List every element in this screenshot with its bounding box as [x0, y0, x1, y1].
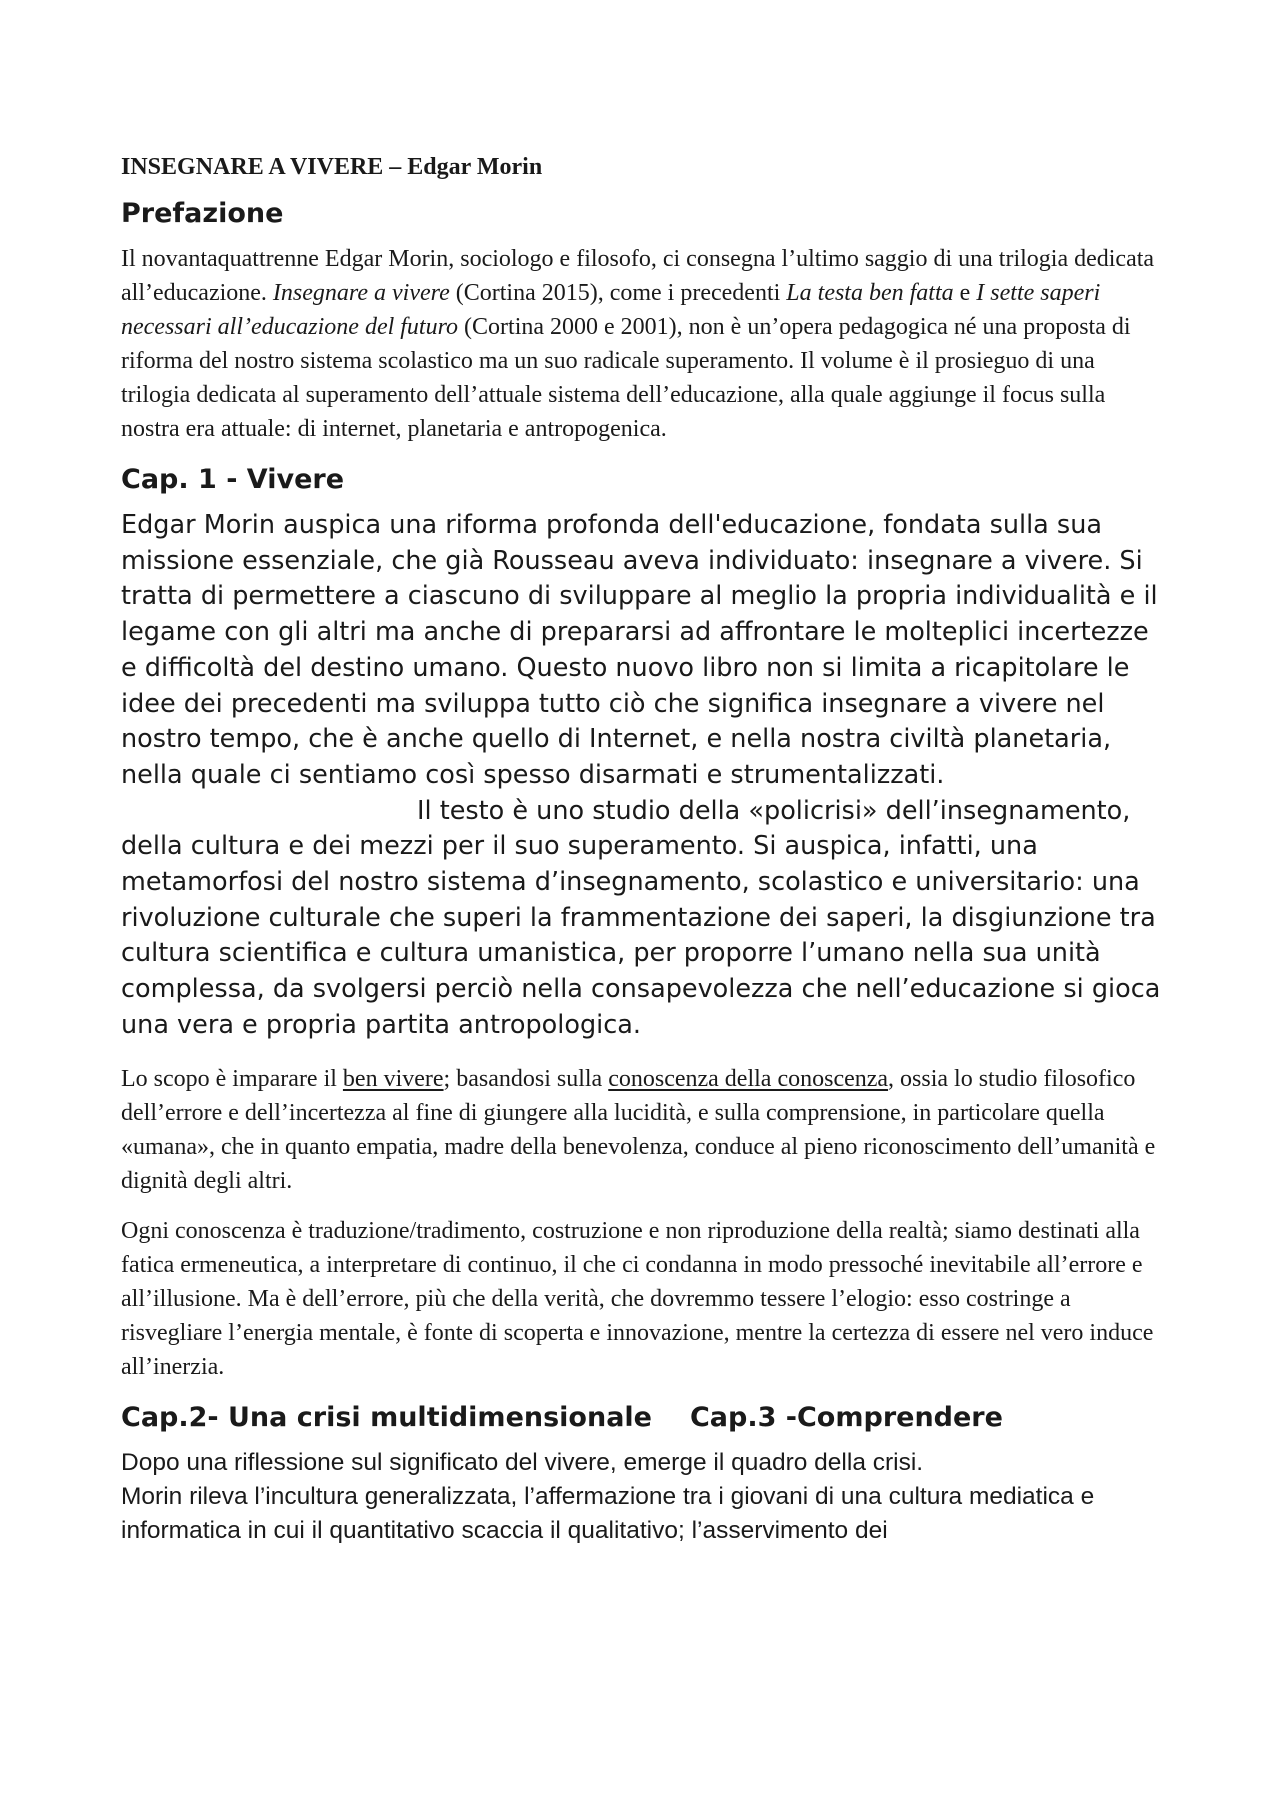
paragraph-conoscenza: Ogni conoscenza è traduzione/tradimento, costruzione e non riproduzione della realtà; siamo destinati alla fatica ermeneutica, a interpretare di continuo, il che ci condanna in modo pressoché inevitabile all’errore e all’illusione. Ma è dell’errore, più che della verità, che dovremmo tessere l’elogio: esso costringe a risvegliare l’energia mentale, è fonte di scoperta e innovazione, mentre la certezza di essere nel vero induce all’inerzia.: [121, 1217, 1154, 1380]
book-title-sette-saperi: I sette saperi necessari all’educazione del futuro: [121, 280, 1101, 340]
underlined-ben-vivere: ben vivere: [342, 1065, 444, 1092]
book-title-la-testa-ben-fatta: La testa ben fatta: [786, 280, 954, 306]
paragraph-cap2-line2: Morin rileva l’incultura generalizzata, l’affermazione tra i giovani di una cultura mediatica e informatica in cui il quantitativo scaccia il qualitativo; l’asservimento dei: [121, 1482, 1095, 1544]
heading-cap2: Cap.2- Una crisi multidimensionale: [121, 1401, 652, 1433]
underlined-conoscenza-della-conoscenza: conoscenza della conoscenza: [608, 1065, 889, 1092]
document-page: [121, 150, 1161, 1548]
paragraph-cap1-main: Edgar Morin auspica una riforma profonda dell'educazione, fondata sulla sua missione essenziale, che già Rousseau aveva individuato: insegnare a vivere. Si tratta di permettere a ciascuno di sviluppare al meglio la propria individualità e il legame con gli altri ma anche di prepararsi ad affrontare le molteplici incertezze e difficoltà del destino umano. Questo nuovo libro non si limita a ricapitolare le idee dei precedenti ma sviluppa tutto ciò che significa insegnare a vivere nel nostro tempo, che è anche quello di Internet, e nella nostra civiltà planetaria, nella quale ci sentiamo così spesso disarmati e strumentalizzati.Il testo è uno studio della «policrisi» dell’insegnamento, della cultura e dei mezzi per il suo superamento. Si auspica, infatti, una metamorfosi del nostro sistema d’insegnamento, scolastico e universitario: una rivoluzione culturale che superi la frammentazione dei saperi, la disgiunzione tra cultura scientifica e cultura umanistica, per proporre l’umano nella sua unità complessa, da svolgersi perciò nella consapevolezza che nell’educazione si gioca una vera e propria partita antropologica.: [121, 510, 1161, 1040]
heading-cap3: Cap.3 -Comprendere: [689, 1401, 1003, 1433]
paragraph-cap2-line1: Dopo una riflessione sul significato del vivere, emerge il quadro della crisi.: [121, 1448, 924, 1476]
paragraph-scopo: Lo scopo è imparare il ben vivere; basandosi sulla conoscenza della conoscenza, ossia lo studio filosofico dell’errore e dell’incertezza al fine di giungere alla lucidità, e sulla comprensione, in particolare quella «umana», che in quanto empatia, madre della benevolenza, conduce al pieno riconoscimento dell’umanità e dignità degli altri.: [121, 1065, 1156, 1194]
book-title-insegnare-a-vivere: Insegnare a vivere: [272, 280, 450, 306]
document-title: INSEGNARE A VIVERE – Edgar Morin: [121, 154, 543, 180]
heading-cap2-cap3: [121, 1400, 1161, 1436]
heading-prefazione: Prefazione: [121, 198, 284, 229]
paragraph-prefazione: Il novantaquattrenne Edgar Morin, sociologo e filosofo, ci consegna l’ultimo saggio di una trilogia dedicata all’educazione. Insegnare a vivere (Cortina 2015), come i precedenti La testa ben fatta e I sette saperi necessari all’educazione del futuro (Cortina 2000 e 2001), non è un’opera pedagogica né una proposta di riforma del nostro sistema scolastico ma un suo radicale superamento. Il volume è il prosieguo di una trilogia dedicata al superamento dell’attuale sistema dell’educazione, alla quale aggiunge il focus sulla nostra era attuale: di internet, planetaria e antropogenica.: [121, 246, 1155, 442]
heading-cap1: Cap. 1 - Vivere: [121, 464, 345, 495]
